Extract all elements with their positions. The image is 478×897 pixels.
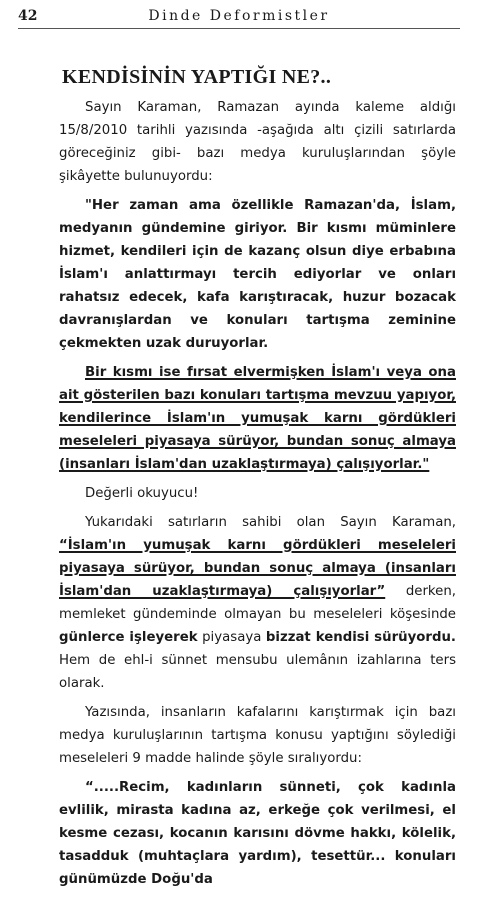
running-header (18, 6, 460, 29)
book-title: Dinde Deformistler (148, 8, 330, 24)
quote-paragraph-1: "Her zaman ama özellikle Ramazan'da, İslam, medyanın gündemine giriyor. Bir kısmı müminlere hizmet, kendileri için de kazanç olsun diye erbabına İslam'ı anlattırmayı tercih ediyorlar ve onları rahatsız edecek, kafa karıştıracak, huzur bozacak davranışlardan ve konuları tartışma zeminine çekmekten uzak duruyorlar. (59, 198, 456, 351)
commentary-text: piyasaya (197, 630, 266, 645)
underlined-quote: Bir kısmı ise fırsat elvermişken İslam'ı veya ona ait gösterilen bazı konuları tartışma mevzuu yapıyor, kendilerince İslam'ın yumuşak karnı gördükleri meseleleri piyasaya sürüyor, bundan sonuç almaya (insanları İslam'dan uzaklaştırmaya) çalışıyorlar." (59, 365, 456, 472)
paragraph-address: Değerli okuyucu! (85, 486, 199, 501)
paragraph-intro: Sayın Karaman, Ramazan ayında kaleme aldığı 15/8/2010 tarihli yazısında -aşağıda altı çizili satırlarda göreceğiniz gibi- bazı medya kuruluşlarından şöyle şikâyette bulunuyordu: (59, 100, 456, 184)
paragraph-list-intro: Yazısında, insanların kafalarını karıştırmak için bazı medya kuruluşlarının tartışma konusu yaptığını söylediği meseleleri 9 madde halinde şöyle sıralıyordu: (59, 705, 456, 766)
quote-paragraph-2 (59, 361, 456, 476)
paragraph-commentary (59, 511, 456, 695)
commentary-text: Hem de ehl-i sünnet mensubu ulemânın izahlarına ters olarak. (59, 653, 456, 691)
page-number: 42 (18, 8, 38, 24)
bold-phrase: günlerce işleyerek (59, 630, 198, 645)
quote-list: “.....Recim, kadınların sünneti, çok kadınla evlilik, mirasta kadına az, erkeğe çok verilmesi, el kesme cezası, kocanın karısını dövme hakkı, kölelik, tasadduk (muhtaçlara yardım), tesettür... konuları günümüzde Doğu'da (59, 780, 456, 887)
chapter-title: KENDİSİNİN YAPTIĞI NE?.. (62, 66, 332, 88)
commentary-text: Yukarıdaki satırların sahibi olan Sayın Karaman, (85, 515, 456, 530)
underlined-citation: “İslam'ın yumuşak karnı gördükleri meseleleri piyasaya sürüyor, bundan sonuç almaya (insanları İslam'dan uzaklaştırmaya) çalışıyorlar” (59, 538, 456, 599)
commentary-text: derken, memleket gündeminde olmayan bu meseleleri köşesinde (59, 584, 456, 622)
body-text (59, 96, 456, 897)
bold-phrase: bizzat kendisi sürüyordu. (265, 630, 456, 645)
